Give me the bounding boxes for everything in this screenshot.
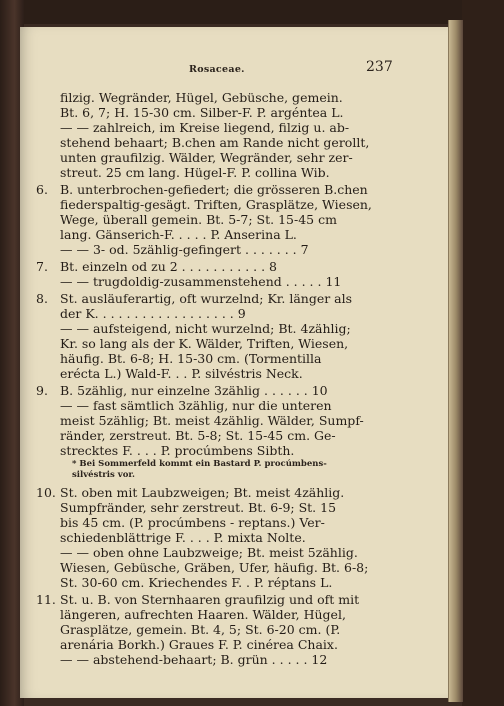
entry-number: 9. [36,383,48,398]
text-line: fiederspaltig-gesägt. Triften, Grasplätze, Wiesen, [60,197,372,212]
entry-number: 7. [36,259,48,274]
entry-10 [36,485,392,590]
page-number: 237 [366,59,393,75]
text-line: B. 5zählig, nur einzelne 3zählig . . . . . . 10 [60,383,328,398]
footnote-line: silvéstris vor. [72,470,136,480]
background-right [462,0,504,706]
running-head: Rosaceae. [189,64,245,75]
text-line: lang. Gänserich-F. . . . . P. Anserina L. [60,227,297,242]
text-line: Wiesen, Gebüsche, Gräben, Ufer, häufig. Bt. 6-8; [60,560,369,575]
text-line: St. oben mit Laubzweigen; Bt. meist 4zählig. [60,485,345,500]
text-line: St. 30-60 cm. Kriechendes F. . P. réptans L. [60,575,333,590]
entry-number: 10. [36,485,56,500]
text-line: — — abstehend-behaart; B. grün . . . . . 12 [60,652,328,667]
text-line: — — aufsteigend, nicht wurzelnd; Bt. 4zählig; [60,321,351,336]
text-line: filzig. Wegränder, Hügel, Gebüsche, gemein. [60,90,343,105]
text-line: Sumpfränder, sehr zerstreut. Bt. 6-9; St. 15 [60,500,337,515]
text-line: längeren, aufrechten Haaren. Wälder, Hügel, [60,607,346,622]
text-line: — — oben ohne Laubzweige; Bt. meist 5zählig. [60,545,358,560]
entry-8 [36,291,392,381]
text-line: Kr. so lang als der K. Wälder, Triften, Wiesen, [60,336,349,351]
text-line: St. u. B. von Sternhaaren graufilzig und oft mit [60,592,360,607]
page-edge [448,20,463,702]
entry-number: 11. [36,592,56,607]
text-line: stehend behaart; B.chen am Rande nicht gerollt, [60,135,370,150]
text-line: — — 3- od. 5zählig-gefingert . . . . . . . 7 [60,242,309,257]
entry-9 [36,383,392,481]
text-line: Bt. 6, 7; H. 15-30 cm. Silber-F. P. argéntea L. [60,105,344,120]
text-line: meist 5zählig; Bt. meist 4zählig. Wälder, Sumpf- [60,413,364,428]
entry-11 [36,592,392,667]
text-line: erécta L.) Wald-F. . . P. silvéstris Neck. [60,366,303,381]
text-line: streut. 25 cm lang. Hügel-F. P. collina Wib. [60,165,330,180]
entry-continuation [60,90,392,180]
footnote-line: * Bei Sommerfeld kommt ein Bastard P. procúmbens- [72,459,327,469]
text-line: häufig. Bt. 6-8; H. 15-30 cm. (Tormentilla [60,351,322,366]
text-line: — — trugdoldig-zusammenstehend . . . . . 11 [60,274,342,289]
entry-6 [36,182,392,257]
text-line: — — zahlreich, im Kreise liegend, filzig u. ab- [60,120,350,135]
key-entries [36,90,392,669]
entry-7 [36,259,392,289]
text-line: der K. . . . . . . . . . . . . . . . . . 9 [60,306,246,321]
background-top [0,0,504,24]
text-line: unten graufilzig. Wälder, Wegränder, sehr zer- [60,150,353,165]
text-line: Bt. einzeln od zu 2 . . . . . . . . . . . 8 [60,259,278,274]
text-line: Grasplätze, gemein. Bt. 4, 5; St. 6-20 cm. (P. [60,622,341,637]
text-line: — — fast sämtlich 3zählig, nur die unteren [60,398,332,413]
text-line: Wege, überall gemein. Bt. 5-7; St. 15-45 cm [60,212,337,227]
text-line: ränder, zerstreut. Bt. 5-8; St. 15-45 cm. Ge- [60,428,336,443]
text-line: B. unterbrochen-gefiedert; die grösseren B.chen [60,182,368,197]
text-line: St. ausläuferartig, oft wurzelnd; Kr. länger als [60,291,353,306]
entry-number: 8. [36,291,48,306]
text-line: arenária Borkh.) Graues F. P. cinérea Chaix. [60,637,338,652]
text-line: strecktes F. . . . P. procúmbens Sibth. [60,443,295,458]
text-line: schiedenblättrige F. . . . P. mixta Nolte. [60,530,306,545]
entry-number: 6. [36,182,48,197]
text-line: bis 45 cm. (P. procúmbens - reptans.) Ver- [60,515,325,530]
